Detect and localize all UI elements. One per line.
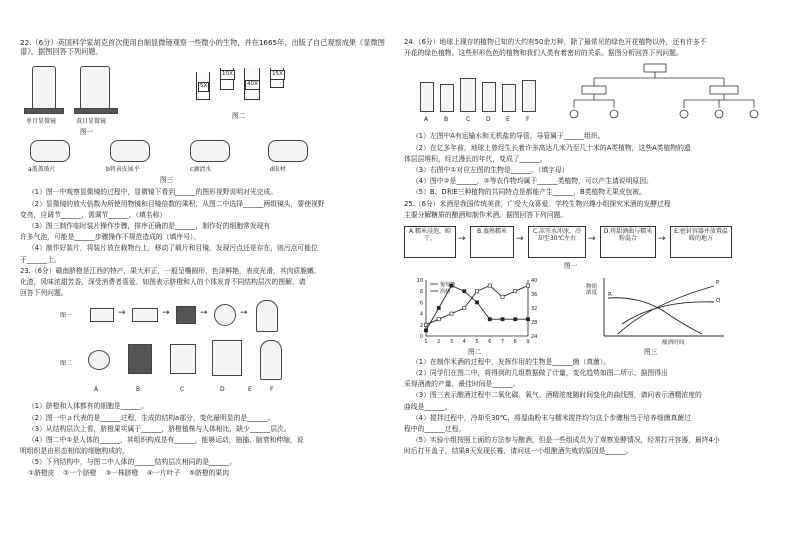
q25-line-7: 程中的______过程。: [404, 425, 466, 433]
q24-line-5: （4）图中②是______，②等农作物均属于______类植物，可以产生请说明原因。: [412, 177, 653, 186]
q24-line-3: 体层层堆积，经过漫长的年代，变成了______。: [404, 154, 547, 163]
q24-line-4: （3）右图中①对应左图的生物是______。（填字母）: [412, 165, 569, 174]
q25-line-1: （1）在制作米酒的过程中，发挥作用的生物是______菌（真菌）。: [412, 357, 611, 366]
right-tick-label: 40: [531, 277, 538, 284]
data-point: [488, 317, 491, 320]
microscope-base-icon: [74, 108, 118, 114]
left-tick-label: 0: [419, 333, 423, 340]
q25-fig2-caption: 图二: [468, 347, 482, 356]
lens-label-3: 40X: [245, 80, 260, 89]
q22-fig3-row: [20, 140, 392, 186]
q22-line-1: （1）图一中观察显微镜的过程中，显微镜下看到______的图形视野说明对光完成。: [28, 188, 278, 197]
arrow-icon: →: [588, 233, 596, 244]
grass-icon: [522, 80, 536, 112]
lens-label-4: 15X: [270, 70, 285, 79]
x-tick-label: 3: [449, 338, 454, 345]
q25-flowchart: [404, 222, 776, 272]
cell-icon: [90, 308, 114, 322]
pine-icon: [482, 82, 496, 112]
lens-label-2: 10X: [220, 70, 235, 79]
data-point: [488, 284, 491, 287]
dropper-icon: [190, 140, 230, 162]
data-point: [463, 306, 466, 309]
single-microscope-icon: [32, 66, 56, 110]
data-point: [437, 317, 440, 320]
tissue-icon: [176, 306, 196, 324]
x-tick-label: 9: [526, 338, 530, 345]
x-tick-label: 6: [488, 338, 492, 345]
q22-stem: 22.（6分）英国科学家胡克首次使用自制显微镜观察一些微小的生物，并在1665年，出版了自己观察成果《显微图谱》。据图回答下列问题。: [20, 38, 385, 57]
q23-letter-c: C: [180, 386, 185, 394]
q24-letter-f: F: [526, 116, 530, 124]
right-tick-label: 32: [531, 305, 538, 312]
q23-option-4: ④一片叶子: [147, 469, 181, 478]
q25-line-6: （4）搅拌过程中，冷却至30℃，将湿曲粉末与糯米搅拌均匀这个步骤相当于培养细菌真菌过: [412, 413, 691, 422]
q22-figures-row: [20, 58, 392, 138]
fig1-label-single: 单目显微镜: [26, 118, 57, 126]
q25-line-2: （2）同学们在图二中，将得到的几组数据做了计量，变化趋势如图二所示，据图得出: [412, 369, 668, 378]
q23-letter-d: D: [220, 386, 225, 394]
legend-label: 酒精: [440, 288, 451, 295]
fig3-label-d: d取材: [270, 166, 286, 174]
data-point: [526, 284, 529, 287]
q23-stem-2: 化渣，风味浓甜芳香，深受消费者喜爱。如图表示脐橙和人的个体发育不同结构层次的图解，请: [20, 277, 306, 286]
data-point: [437, 306, 440, 309]
double-microscope-icon: [80, 66, 110, 110]
data-point: [526, 317, 529, 320]
left-tick-label: 10: [416, 277, 423, 284]
lens-label-1: 5X: [198, 82, 209, 91]
flow-step-e: E.密封容器并放置温暖的地方: [670, 226, 732, 258]
question-25: [404, 200, 776, 457]
sunflower-icon: [460, 78, 476, 112]
arrow-icon: →: [516, 233, 524, 244]
data-point: [450, 312, 453, 315]
q23-line-3: （3）从结构层次上看，脐橙果实属于______，脐橙植株与人体相比，缺少______层次。: [28, 424, 291, 433]
fig3-ylabel: 物质浓度: [586, 283, 598, 297]
q23-line-4: （4）图二中①是人体的______，其组织构成是有______，能够运动，抽搐、脑衰和伸缩，说: [28, 435, 304, 444]
q24-stem-1: 24.（6分）地球上现存的植物已知的大约有50余万种，除了最常见的绿色开花植物以外，还有许多不: [404, 38, 707, 46]
fern-icon: [420, 82, 434, 112]
fig3-caption: 图三: [160, 176, 174, 185]
q24-letter-b: B: [444, 116, 449, 124]
flow-step-d: D.将甜酒曲与糯米粉混合: [600, 226, 656, 258]
data-point: [424, 329, 427, 332]
data-point: [514, 317, 517, 320]
q23-line-2: （2）图一中ａ代表的是______过程，生成的结构a部分，变化最明显的是______。: [28, 413, 275, 422]
orange-tree-icon: [256, 300, 278, 332]
fig1-label-double: 双目显微镜: [76, 118, 107, 126]
q23-letter-e: E: [248, 386, 252, 394]
right-tick-label: 24: [531, 333, 538, 340]
q22-line-7: 于______上。: [20, 255, 61, 264]
q25-line-4: （3）图三表示酿酒过程中二氧化碳、氧气、酒精浓度随时间变化的曲线图，请问表示酒精浓度的: [412, 391, 702, 400]
q23-figures: [20, 300, 392, 400]
q24-figures: [404, 60, 776, 130]
fig1-caption: 图一: [80, 128, 94, 137]
fig3-label-a: a盖盖玻片: [28, 166, 56, 174]
q22-line-6: （4）制作好装片，将装片放在载物台上，移动了载片和目镜，发现污点还是存在，则污点可能位: [28, 244, 318, 253]
question-24: [404, 38, 776, 197]
q25-line-5: 曲线是______。: [404, 402, 452, 411]
q24-letter-d: D: [486, 116, 491, 124]
fig2-caption: 图二: [232, 112, 246, 121]
data-point: [475, 289, 478, 292]
flow-step-c: C.凉开水冲冰，冷却至30℃左右: [528, 226, 586, 258]
fig2-line-chart: [404, 274, 554, 348]
q23-letter-b: B: [136, 386, 141, 394]
left-column: [20, 38, 392, 481]
q22-line-5: 许多气泡，可能是______步骤操作不规范造成的（填序号）。: [20, 233, 201, 242]
x-tick-label: 5: [475, 338, 479, 345]
q24-stem-2: 开花的绿色植物。这些形形色色的植物和我们人类有着密切的关系。据图分析回答下列问题。: [404, 49, 683, 58]
q23-fig2-label: 图二: [60, 360, 73, 368]
question-22: [20, 38, 392, 264]
legend-label: 葡萄糖: [440, 281, 456, 288]
human-cell-icon: [88, 350, 110, 370]
x-tick-label: 8: [513, 338, 517, 345]
arrow-icon: →: [658, 233, 666, 244]
left-tick-label: 6: [419, 300, 423, 307]
q25-line-9: 时后打开盖子，结果8天发现长霉，请问这一小组酿酒失败的原因是______。: [404, 447, 633, 456]
left-tick-label: 2: [419, 322, 423, 329]
hand-slide-icon: [30, 140, 70, 162]
q23-letter-f: F: [270, 386, 274, 394]
q23-line-6: （5）下列结构中，与图二中人体的______结构层次相同的是______。: [28, 458, 237, 467]
stomach-icon: [170, 344, 196, 374]
q25-charts: [404, 274, 776, 356]
digestive-system-icon: [212, 340, 242, 376]
q23-options: [20, 469, 392, 478]
question-23: [20, 267, 392, 478]
q23-option-2: ②一个脐橙: [63, 469, 97, 478]
arrow-icon: →: [118, 308, 126, 319]
right-tick-label: 36: [531, 291, 538, 298]
q23-stem-3: 回答下列问题。: [20, 289, 68, 298]
fig3-curve-q: Q: [716, 297, 721, 304]
arrow-icon: →: [162, 308, 170, 319]
q23-stem-1: 23.（6分）赣南脐橙是江西的特产，果大形正，一般呈椭圆形，色泽鲜艳，表皮光滑，其肉质脆嫩、: [20, 266, 321, 275]
data-point: [501, 295, 504, 298]
left-tick-label: 4: [419, 311, 423, 318]
data-point: [424, 323, 427, 326]
orange-fruit-icon: [214, 304, 236, 326]
q25-line-3: 采得酒液的产量，最佳时间是______。: [404, 380, 520, 389]
arrow-icon: →: [240, 308, 248, 319]
q25-stem-1: 25.（6分）米酒是我国传统美食，广受大众喜爱。学校生物兴趣小组探究米酒的发酵过程: [404, 199, 671, 208]
arrow-icon: →: [458, 233, 466, 244]
algae-icon: [502, 84, 516, 112]
hand-knife-icon: [268, 140, 308, 162]
q25-fig3-caption: 图三: [644, 347, 658, 356]
q24-line-2: （2）在亿多年前，地球上曾经生长着许多高达几米乃至几十米的A类植物，这些A类植物的遗: [412, 143, 691, 152]
q24-line-1: （1）左图中A有运输水和无机盐的导管，导管属于______组织。: [412, 132, 605, 141]
fig3-curve-p: P: [716, 279, 720, 286]
q22-line-3: 变亮，应调节______，需调节______。（填名称）: [20, 210, 167, 219]
classification-tree-diagram: [564, 62, 764, 126]
human-tissue-icon: [128, 344, 152, 374]
q24-letter-a: A: [424, 116, 429, 124]
fig3-label-c: c滴清水: [190, 166, 212, 174]
q22-line-4: （3）图三制作临时装片操作步骤，排序正确的是______，制作好的细胞常发现有: [28, 222, 271, 230]
x-tick-label: 4: [462, 338, 466, 345]
left-tick-label: 8: [419, 289, 423, 296]
microscope-base-icon: [24, 108, 64, 114]
fig3-label-b: b将表皮展平: [106, 166, 140, 174]
data-point: [514, 289, 517, 292]
q23-option-5: ⑤脐橙的果肉: [188, 469, 230, 478]
q23-line-1: （1）脐橙和人体都有的细胞是______。: [28, 402, 148, 411]
flow-step-a: A.糯米浸泡，晾干，: [404, 226, 456, 258]
q25-line-8: （5）实验小组按照上面的方法参与酿酒，但是一些组成员为了观察发酵情况，经常打开容器，最终4小: [412, 436, 720, 445]
data-point: [463, 289, 466, 292]
x-tick-label: 1: [424, 338, 428, 345]
moss-icon: [440, 84, 454, 112]
x-tick-label: 7: [500, 338, 505, 345]
q23-option-3: ③一株脐橙: [105, 469, 139, 478]
q23-fig1-label: 图一: [60, 312, 73, 320]
q24-letter-c: C: [466, 116, 471, 124]
right-tick-label: 28: [531, 319, 538, 326]
q23-letter-a: A: [94, 386, 99, 394]
right-column: [404, 38, 776, 459]
x-tick-label: 2: [437, 338, 441, 345]
cell-division-icon: [132, 308, 158, 322]
data-point: [501, 317, 504, 320]
q24-line-6: （5）B、D和E三种植物的共同特点是都能产生______，B类植物无果皮包被。: [412, 188, 646, 197]
q22-line-2: （2）显微镜的放大倍数为所使用物镜和目镜倍数的乘积，从图二中选择______两组镜头，要使视野: [28, 199, 325, 208]
fig3-xlabel: 酿酒时间: [662, 339, 685, 346]
arrow-icon: →: [200, 308, 208, 319]
flow-step-b: B.蒸熟糯米: [470, 226, 514, 258]
hand-tweezer-icon: [110, 140, 150, 162]
human-body-icon: [260, 340, 282, 380]
q24-letter-e: E: [506, 116, 510, 124]
q25-stem-2: 主要分解糖质的酿酒和制作米酒。据图回答下列问题。: [404, 210, 568, 219]
q23-line-5: 明组织是由形态相似的细胞构成的。: [20, 447, 129, 456]
fig3-curve-r: R: [608, 291, 612, 298]
q25-fig1-caption: 图一: [564, 261, 578, 270]
data-point: [475, 301, 478, 304]
q23-option-1: ①脐橙皮: [28, 469, 55, 478]
